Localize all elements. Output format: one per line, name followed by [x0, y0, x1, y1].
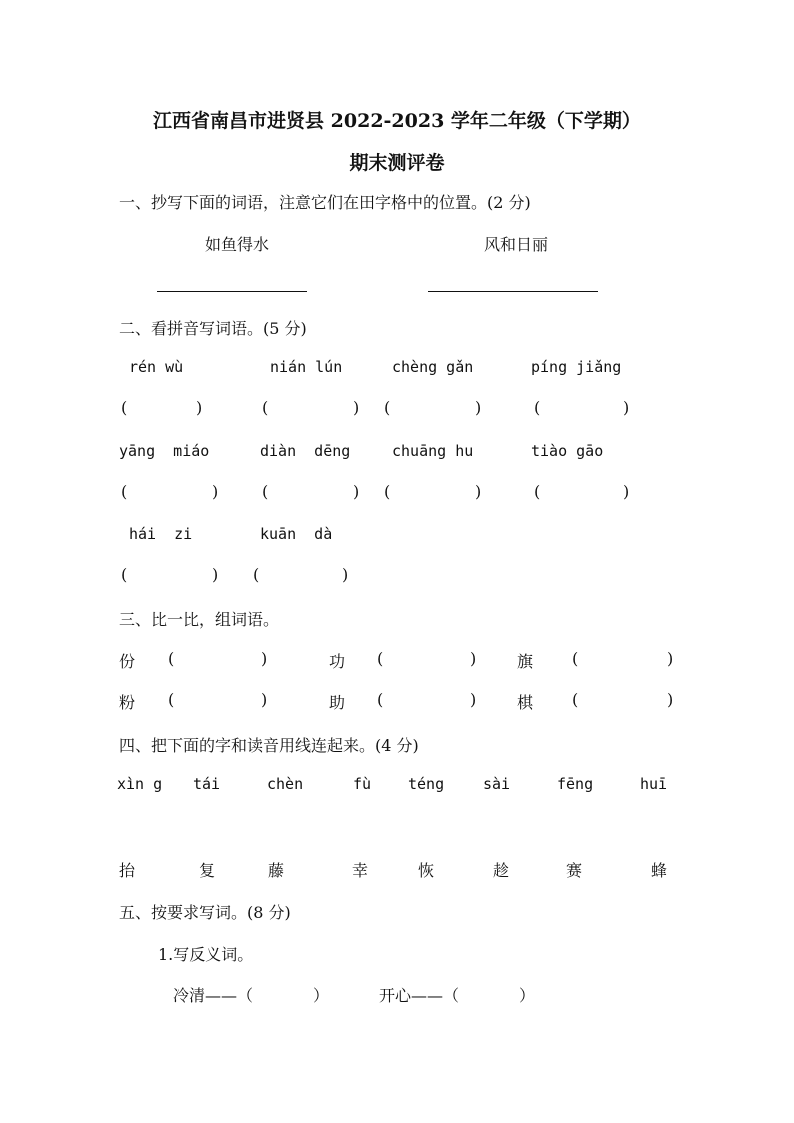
- copy-word: 如鱼得水: [205, 235, 270, 254]
- answer-paren-close: ): [667, 649, 674, 668]
- match-pinyin: fēng: [557, 775, 594, 793]
- document-title: 江西省南昌市进贤县 2022-2023 学年二年级（下学期）: [153, 110, 641, 132]
- compare-char: 份: [119, 652, 136, 671]
- answer-paren-open: (: [534, 482, 541, 501]
- match-char: 幸: [352, 861, 369, 880]
- answer-paren-close: ): [667, 690, 674, 709]
- pinyin-prompt: yāng miáo: [119, 442, 210, 460]
- answer-paren-close: ): [623, 482, 630, 501]
- subquestion-label: 1.写反义词。: [158, 945, 254, 964]
- document-subtitle: 期末测评卷: [349, 152, 445, 174]
- match-pinyin: xìn g: [117, 775, 163, 793]
- answer-paren-close: ): [475, 482, 482, 501]
- answer-paren-open: (: [384, 398, 391, 417]
- antonym-prompt: 冷清——（: [173, 986, 254, 1005]
- answer-paren-open: (: [121, 482, 128, 501]
- answer-paren-open: (: [121, 565, 128, 584]
- section5-heading: 五、按要求写词。(8 分): [119, 903, 291, 922]
- compare-char: 旗: [517, 652, 534, 671]
- answer-paren-close: ): [470, 649, 477, 668]
- answer-paren-close: ): [353, 482, 360, 501]
- answer-paren-open: (: [572, 649, 579, 668]
- section4-heading: 四、把下面的字和读音用线连起来。(4 分): [119, 736, 419, 755]
- section2-heading: 二、看拼音写词语。(5 分): [119, 319, 307, 338]
- section3-heading: 三、比一比，组词语。: [119, 610, 280, 629]
- answer-paren-open: (: [377, 649, 384, 668]
- match-pinyin: huī: [640, 775, 668, 793]
- answer-paren-open: (: [121, 398, 128, 417]
- match-char: 赛: [566, 861, 583, 880]
- match-char: 抬: [119, 861, 136, 880]
- compare-char: 棋: [517, 693, 534, 712]
- compare-char: 粉: [119, 693, 136, 712]
- answer-paren-open: (: [572, 690, 579, 709]
- copy-word: 风和日丽: [484, 235, 549, 254]
- answer-paren-close: ): [261, 649, 268, 668]
- pinyin-prompt: kuān dà: [260, 525, 333, 543]
- match-pinyin: fù: [353, 775, 372, 793]
- answer-paren-close: ）: [519, 986, 536, 1005]
- answer-paren-close: ): [475, 398, 482, 417]
- answer-paren-open: (: [168, 649, 175, 668]
- match-char: 蜂: [651, 861, 668, 880]
- pinyin-prompt: chèng gǎn: [392, 358, 474, 376]
- match-pinyin: chèn: [267, 775, 304, 793]
- answer-line: [157, 291, 307, 292]
- answer-paren-open: (: [262, 398, 269, 417]
- pinyin-prompt: nián lún: [270, 358, 343, 376]
- answer-paren-close: ）: [313, 986, 330, 1005]
- pinyin-prompt: diàn dēng: [260, 442, 351, 460]
- pinyin-prompt: tiào gāo: [531, 442, 604, 460]
- match-char: 藤: [268, 861, 285, 880]
- pinyin-prompt: chuāng hu: [392, 442, 474, 460]
- match-pinyin: téng: [408, 775, 445, 793]
- pinyin-prompt: rén wù: [129, 358, 184, 376]
- answer-paren-open: (: [384, 482, 391, 501]
- answer-paren-open: (: [534, 398, 541, 417]
- answer-paren-open: (: [262, 482, 269, 501]
- match-char: 趁: [493, 861, 510, 880]
- pinyin-prompt: hái zi: [129, 525, 193, 543]
- answer-paren-close: ): [470, 690, 477, 709]
- match-pinyin: tái: [193, 775, 221, 793]
- compare-char: 助: [329, 693, 346, 712]
- answer-paren-close: ): [623, 398, 630, 417]
- answer-paren-open: (: [377, 690, 384, 709]
- answer-paren-close: ): [342, 565, 349, 584]
- answer-paren-close: ): [353, 398, 360, 417]
- answer-line: [428, 291, 598, 292]
- match-char: 恢: [418, 861, 435, 880]
- answer-paren-close: ): [261, 690, 268, 709]
- antonym-prompt: 开心——（: [379, 986, 460, 1005]
- answer-paren-open: (: [168, 690, 175, 709]
- answer-paren-close: ): [212, 565, 219, 584]
- compare-char: 功: [329, 652, 346, 671]
- pinyin-prompt: píng jiǎng: [531, 358, 622, 376]
- section1-heading: 一、抄写下面的词语，注意它们在田字格中的位置。(2 分): [119, 193, 531, 212]
- answer-paren-open: (: [253, 565, 260, 584]
- match-pinyin: sài: [483, 775, 511, 793]
- match-char: 复: [199, 861, 216, 880]
- answer-paren-close: ): [196, 398, 203, 417]
- answer-paren-close: ): [212, 482, 219, 501]
